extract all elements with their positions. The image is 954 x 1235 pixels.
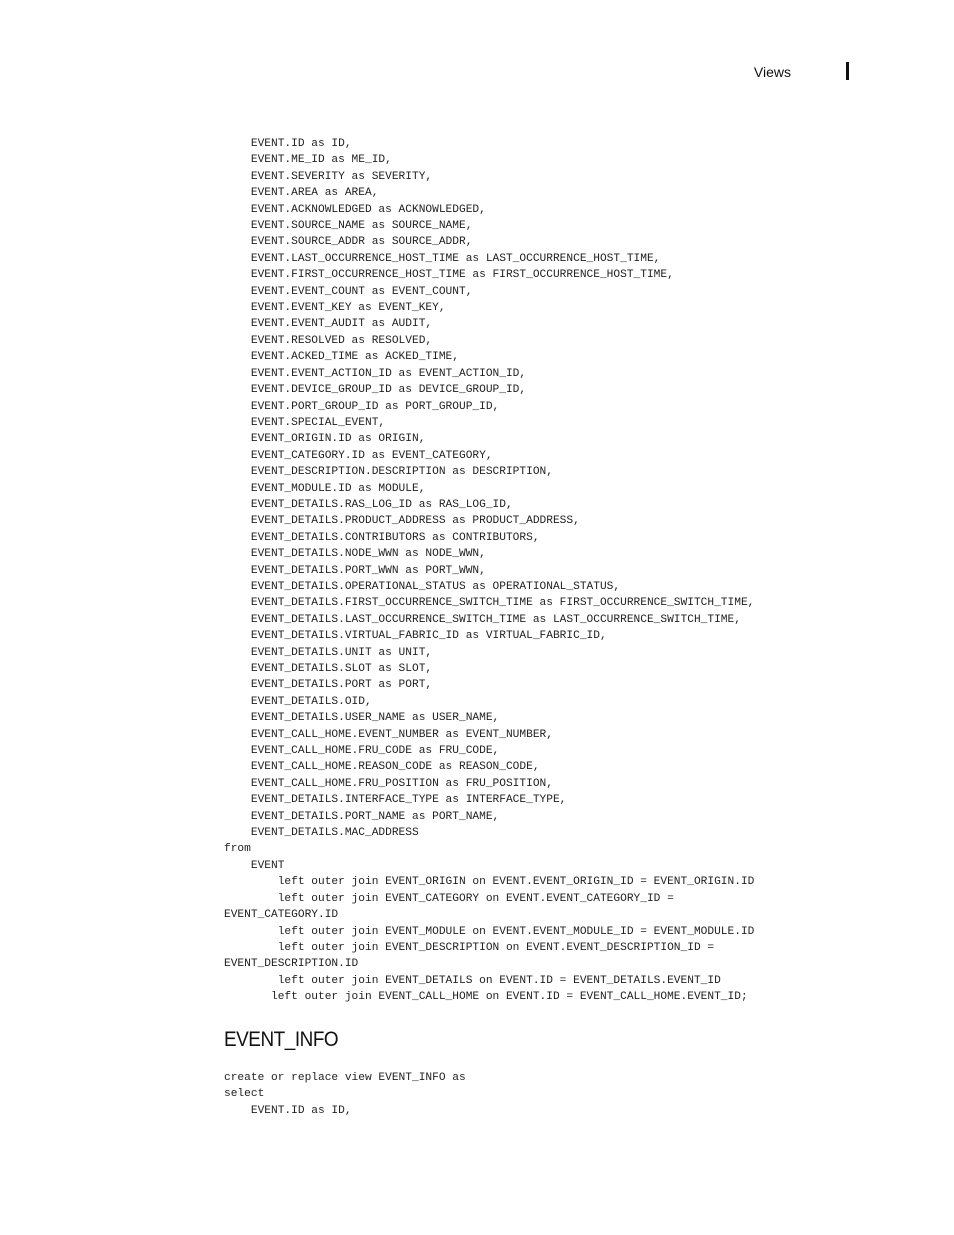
- running-header-title: Views: [753, 64, 791, 80]
- sql-code-block-event-info: create or replace view EVENT_INFO as select EVENT.ID as ID,: [224, 1072, 466, 1117]
- header-rule-bar: [846, 62, 849, 80]
- sql-code-block-event-view: EVENT.ID as ID, EVENT.ME_ID as ME_ID, EVENT.SEVERITY as SEVERITY, EVENT.AREA as AREA, EVENT.ACKNOWLEDGED as ACKNOWLEDGED, EVENT.SOURCE_NAME as SOURCE_NAME, EVENT.SOURCE_ADDR as SOURCE_ADDR, EVENT.LAST_OCCURRENCE_HOST_TIME as LAST_OCCURRENCE_HOST_TIME, EVENT.FIRST_OCCURRENCE_HOST_TIME as FIRST_OCCURRENCE_HOST_TIME, EVENT.EVENT_COUNT as EVENT_COUNT, EVENT.EVENT_KEY as EVENT_KEY, EVENT.EVENT_AUDIT as AUDIT, EVENT.RESOLVED as RESOLVED, EVENT.ACKED_TIME as ACKED_TIME, EVENT.EVENT_ACTION_ID as EVENT_ACTION_ID, EVENT.DEVICE_GROUP_ID as DEVICE_GROUP_ID, EVENT.PORT_GROUP_ID as PORT_GROUP_ID, EVENT.SPECIAL_EVENT, EVENT_ORIGIN.ID as ORIGIN, EVENT_CATEGORY.ID as EVENT_CATEGORY, EVENT_DESCRIPTION.DESCRIPTION as DESCRIPTION, EVENT_MODULE.ID as MODULE, EVENT_DETAILS.RAS_LOG_ID as RAS_LOG_ID, EVENT_DETAILS.PRODUCT_ADDRESS as PRODUCT_ADDRESS, EVENT_DETAILS.CONTRIBUTORS as CONTRIBUTORS, EVENT_DETAILS.NODE_WWN as NODE_WWN, EVENT_DETAILS.PORT_WWN as PORT_WWN, EVENT_DETAILS.OPERATIONAL_STATUS as OPERATIONAL_STATUS, EVENT_DETAILS.FIRST_OCCURRENCE_SWITCH_TIME as FIRST_OCCURRENCE_SWITCH_TIME, EVENT_DETAILS.LAST_OCCURRENCE_SWITCH_TIME as LAST_OCCURRENCE_SWITCH_TIME, EVENT_DETAILS.VIRTUAL_FABRIC_ID as VIRTUAL_FABRIC_ID, EVENT_DETAILS.UNIT as UNIT, EVENT_DETAILS.SLOT as SLOT, EVENT_DETAILS.PORT as PORT, EVENT_DETAILS.OID, EVENT_DETAILS.USER_NAME as USER_NAME, EVENT_CALL_HOME.EVENT_NUMBER as EVENT_NUMBER, EVENT_CALL_HOME.FRU_CODE as FRU_CODE, EVENT_CALL_HOME.REASON_CODE as REASON_CODE, EVENT_CALL_HOME.FRU_POSITION as FRU_POSITION, EVENT_DETAILS.INTERFACE_TYPE as INTERFACE_TYPE, EVENT_DETAILS.PORT_NAME as PORT_NAME, EVENT_DETAILS.MAC_ADDRESS from EVENT left outer join EVENT_ORIGIN on EVENT.EVENT_ORIGIN_ID = EVENT_ORIGIN.ID left outer join EVENT_CATEGORY on EVENT.EVENT_CATEGORY_ID = EVENT_CATEGORY.ID left outer join EVENT_MODULE on EVENT.EVENT_MODULE_ID = EVENT_MODULE.ID left outer join EVENT_DESCRIPTION on EVENT.EVENT_DESCRIPTION_ID = EVENT_DESCRIPTION.ID left outer join EVENT_DETAILS on EVENT.ID = EVENT_DETAILS.EVENT_ID left outer join EVENT_CALL_HOME on EVENT.ID = EVENT_CALL_HOME.EVENT_ID;: [224, 138, 755, 1004]
- section-heading-event-info: EVENT_INFO: [224, 1028, 339, 1051]
